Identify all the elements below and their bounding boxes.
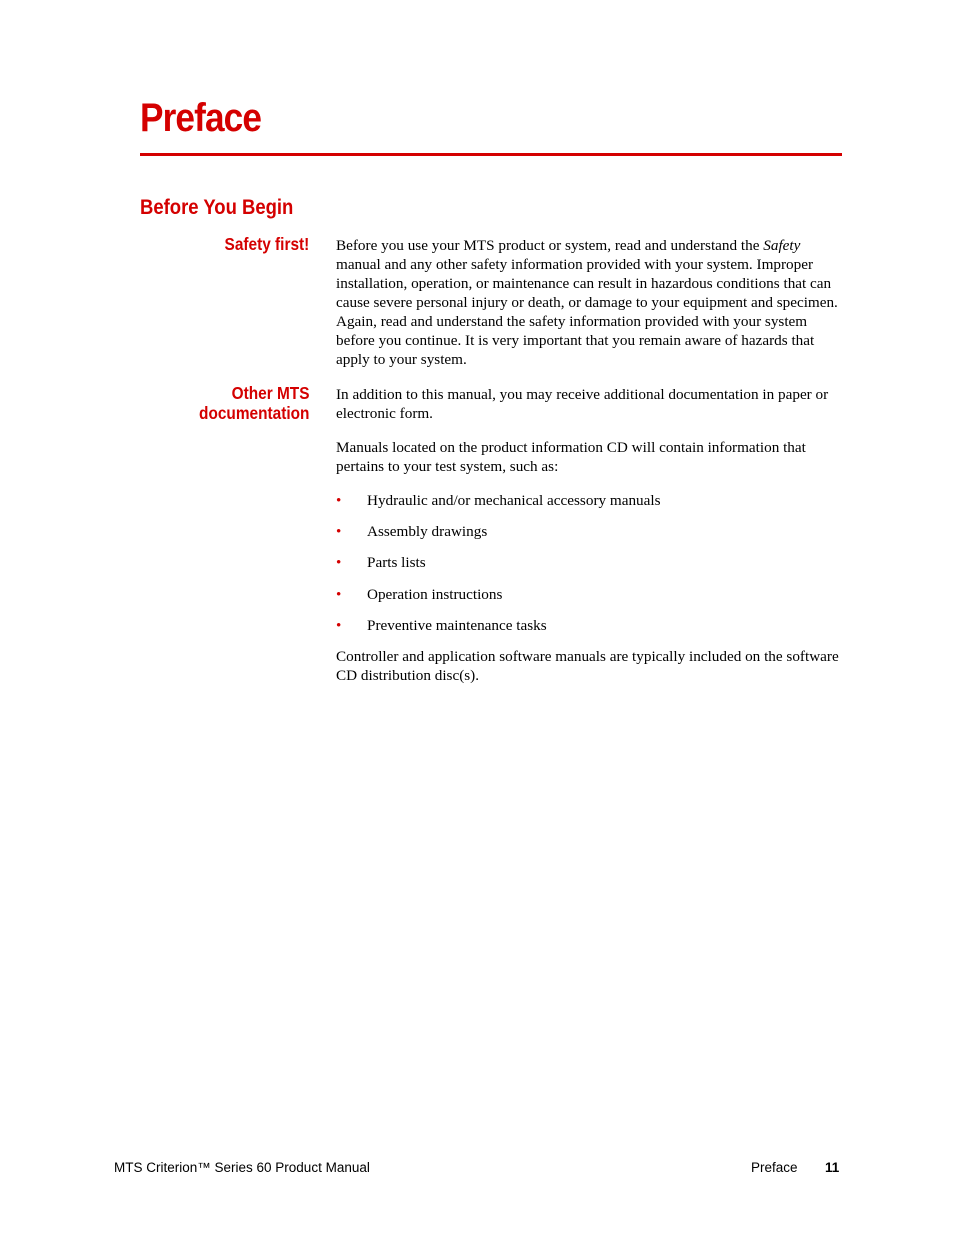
safety-paragraph: Before you use your MTS product or system, read and understand the Safety manual and any other safety information provided with your system. Improper installation, operation, or maintenance can result in hazardous conditions that can cause severe personal injury or death, or damage to your equipment and specimen. Again, read and understand the safety information provided with your system before you continue. It is very important that you remain aware of hazards that apply to your system. — [336, 237, 838, 368]
safety-heading: Safety first! — [224, 234, 309, 254]
list-item: • Preventive maintenance tasks — [336, 617, 547, 634]
footer-page-number: 11 — [825, 1160, 840, 1175]
other-docs-paragraph-2: Manuals located on the product information CD will contain information that pertains to your test system, such as: — [336, 439, 806, 475]
list-item: • Hydraulic and/or mechanical accessory manuals — [336, 492, 661, 509]
footer-manual-title: MTS Criterion™ Series 60 Product Manual — [114, 1160, 370, 1175]
bullet-icon: • — [336, 492, 342, 509]
section-heading: Before You Begin — [140, 196, 294, 219]
list-item: • Operation instructions — [336, 586, 503, 603]
footer-section-name: Preface — [751, 1160, 798, 1175]
safety-manual-title: Safety — [763, 237, 801, 254]
list-item: • Parts lists — [336, 554, 426, 571]
other-docs-heading: Other MTS documentation — [198, 383, 309, 423]
other-docs-paragraph-3: Controller and application software manuals are typically included on the software CD distribution disc(s). — [336, 648, 839, 684]
other-docs-paragraph-1: In addition to this manual, you may receive additional documentation in paper or electronic form. — [336, 386, 829, 422]
page-title: Preface — [140, 96, 262, 140]
bullet-icon: • — [336, 554, 342, 571]
list-item: • Assembly drawings — [336, 523, 488, 540]
bullet-icon: • — [336, 586, 342, 603]
bullet-icon: • — [336, 617, 342, 634]
title-rule — [140, 153, 842, 156]
bullet-icon: • — [336, 523, 342, 540]
